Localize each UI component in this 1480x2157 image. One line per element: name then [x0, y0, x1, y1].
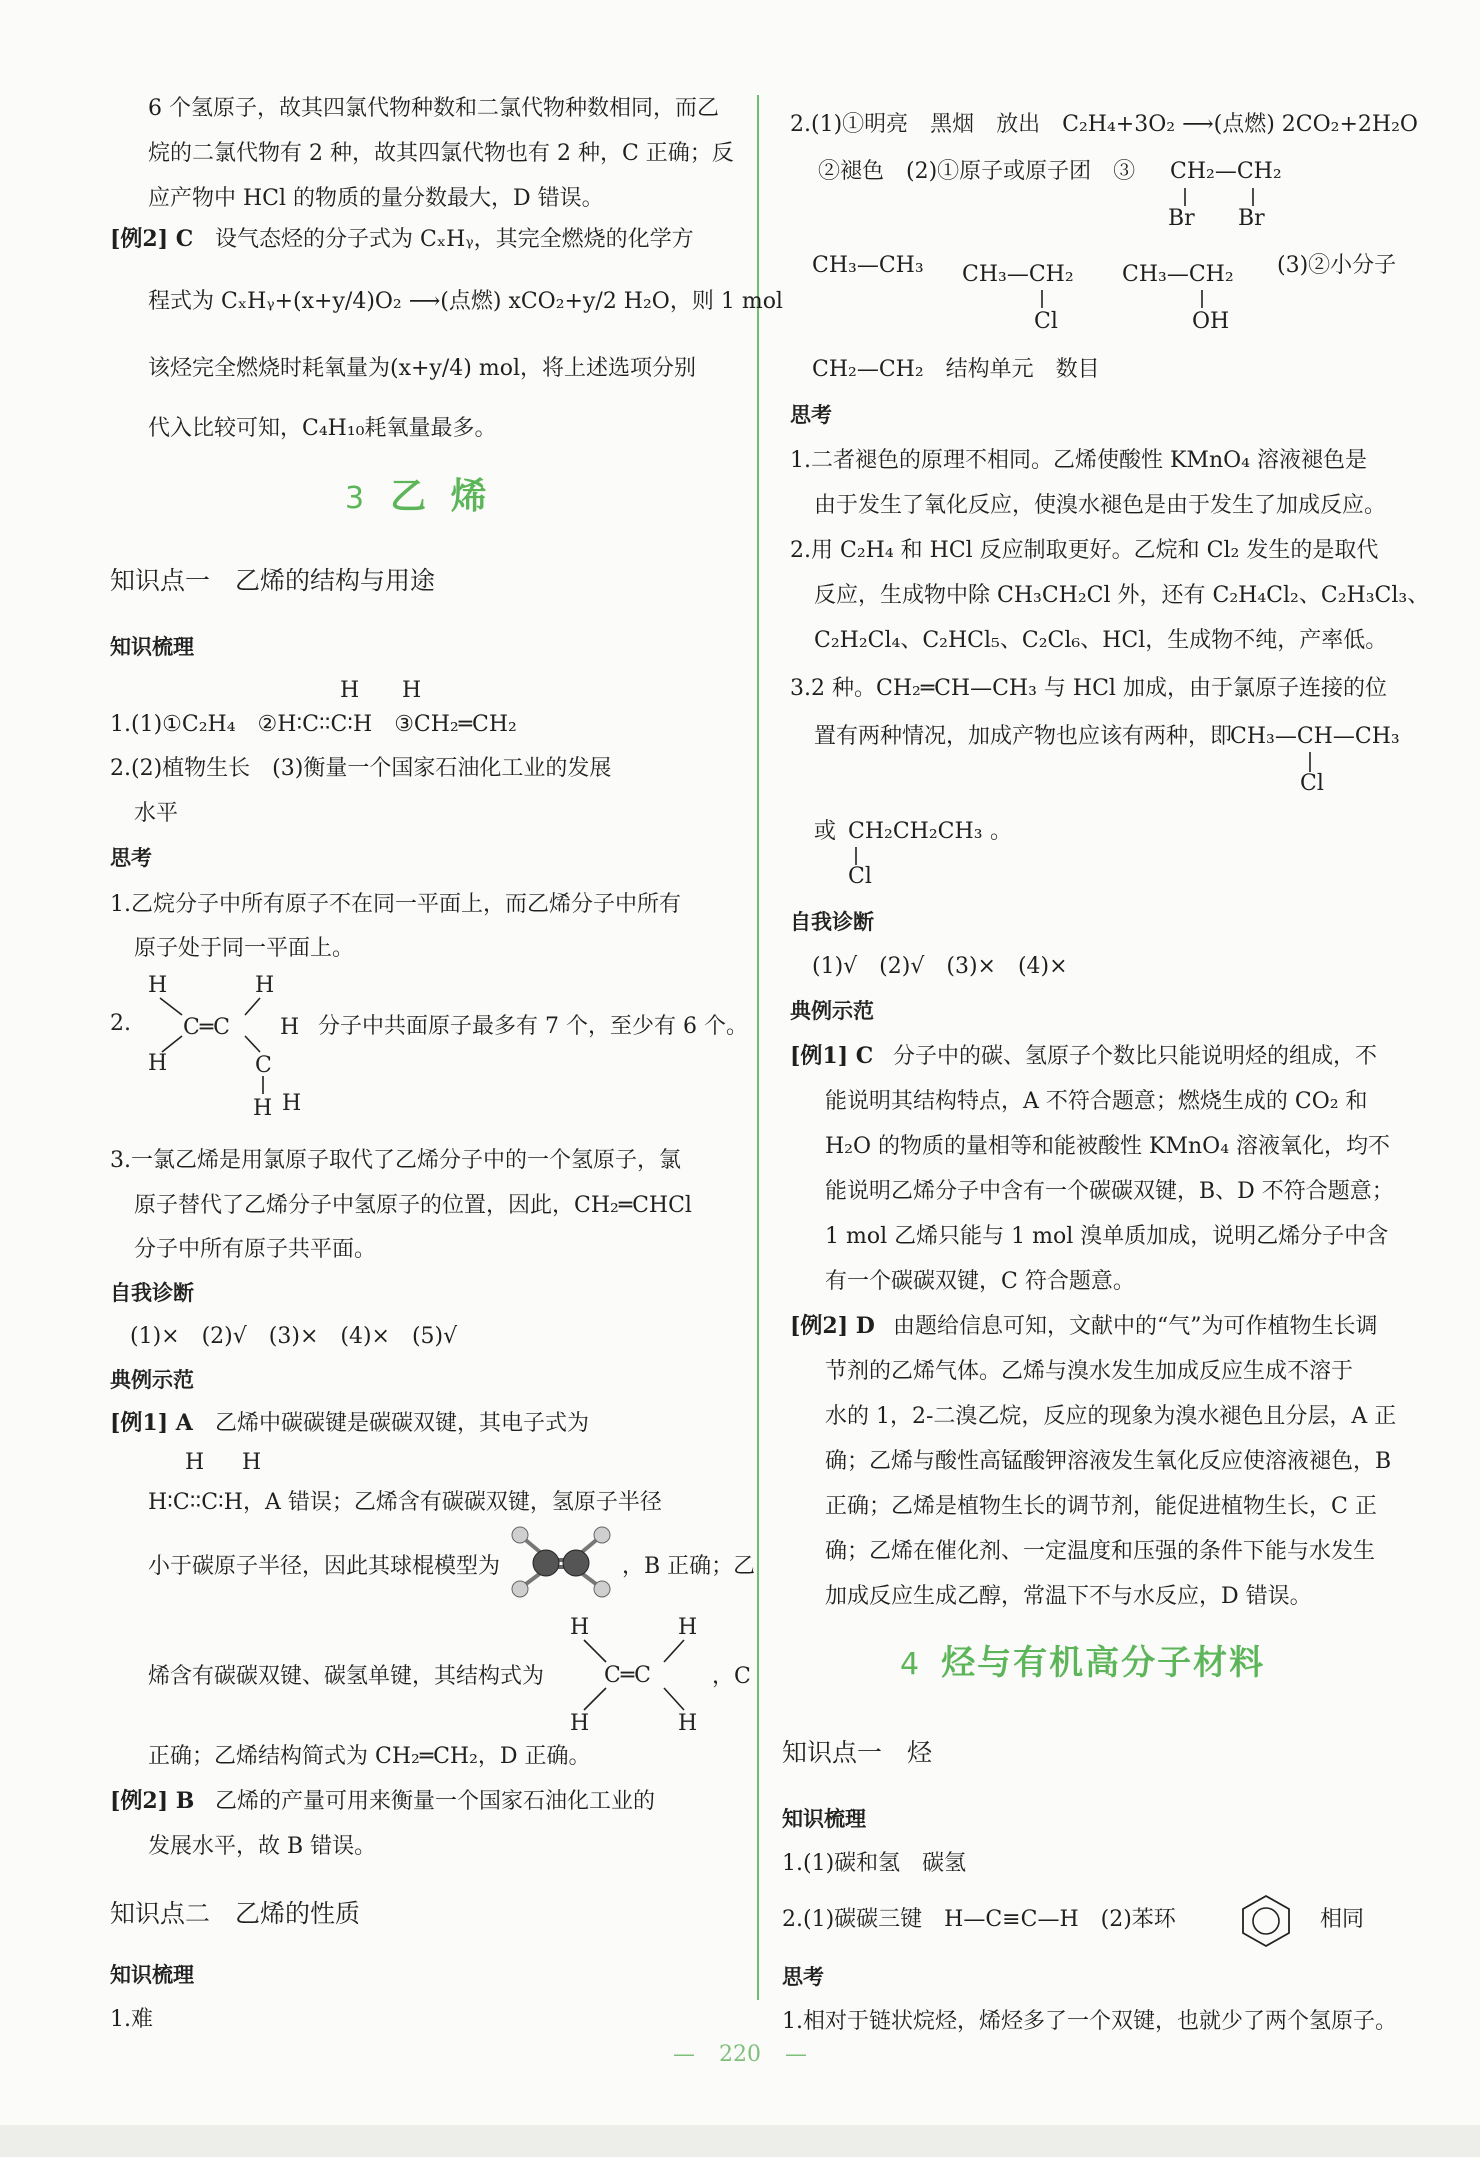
subheading: 自我诊断 — [110, 1281, 194, 1305]
svg-text:H: H — [402, 678, 422, 703]
formula-bonds — [962, 290, 1082, 310]
substituent: Br — [1238, 206, 1265, 231]
formula: CH₃—CH₃ — [812, 253, 924, 278]
text-line: 能说明乙烯分子中含有一个碳碳双键，B、D 不符合题意； — [825, 1179, 1394, 1204]
svg-text:H: H — [340, 678, 360, 703]
svg-text:H: H — [570, 1711, 590, 1736]
substituent: Cl — [1300, 771, 1324, 796]
text-line: 设气态烃的分子式为 CₓHᵧ，其完全燃烧的化学方 — [215, 227, 694, 252]
text-line: 原子处于同一平面上。 — [134, 936, 355, 961]
electron-formula-top-h — [180, 1447, 300, 1477]
text-line: 1 mol 乙烯只能与 1 mol 溴单质加成，说明乙烯分子中含 — [825, 1224, 1389, 1249]
text-line: 2.用 C₂H₄ 和 HCl 反应制取更好。乙烷和 Cl₂ 发生的是取代 — [790, 538, 1379, 563]
text-line: 加成反应生成乙醇，常温下不与水反应，D 错误。 — [825, 1584, 1312, 1609]
text-line: 小于碳原子半径，因此其球棍模型为 — [148, 1554, 501, 1579]
substituent: OH — [1192, 309, 1230, 334]
text-line: 乙烯中碳碳键是碳碳双键，其电子式为 — [215, 1411, 590, 1436]
page-number: — 220 — — [673, 2042, 807, 2067]
text-line: 节剂的乙烯气体。乙烯与溴水发生加成反应生成不溶于 — [825, 1359, 1354, 1384]
section-heading — [345, 470, 493, 524]
text-line: H₂O 的物质的量相等和能被酸性 KMnO₄ 溶液氧化，均不 — [825, 1134, 1391, 1159]
answer-line: 水平 — [134, 801, 179, 826]
text-line: 该烃完全燃烧时耗氧量为(x+y/4) mol，将上述选项分别 — [148, 356, 696, 381]
text-line: 6 个氢原子，故其四氯代物种数和二氯代物种数相同，而乙 — [148, 96, 719, 121]
text-line: 1.相对于链状烷烃，烯烃多了一个双键，也就少了两个氢原子。 — [782, 2009, 1397, 2034]
section-number: 4 — [900, 1647, 922, 1682]
answer-line: 相同 — [1320, 1907, 1365, 1932]
text-line: 置有两种情况，加成产物也应该有两种，即 — [814, 724, 1233, 749]
text-line: H∶C∶∶C∶H，A 错误；乙烯含有碳碳双键，氢原子半径 — [148, 1490, 662, 1515]
answer-line: CH₂—CH₂ 结构单元 数目 — [812, 357, 1100, 382]
text-line: 正确；乙烯结构简式为 CH₂═CH₂，D 正确。 — [148, 1744, 591, 1769]
formula: CH₃—CH—CH₃ — [1230, 724, 1400, 749]
text-line: 代入比较可知，C₄H₁₀耗氧量最多。 — [148, 416, 497, 441]
answer-line: (3)②小分子 — [1277, 253, 1397, 278]
column-divider — [757, 95, 759, 2000]
text-line: 由于发生了氧化反应，使溴水褪色是由于发生了加成反应。 — [814, 493, 1387, 518]
subheading: 思考 — [790, 403, 832, 427]
svg-text:H: H — [280, 1015, 300, 1040]
text-line: 3.2 种。CH₂═CH—CH₃ 与 HCl 加成，由于氯原子连接的位 — [790, 676, 1387, 701]
page-edge — [0, 2125, 1480, 2157]
text-line: 正确；乙烯是植物生长的调节剂，能促进植物生长，C 正 — [825, 1494, 1377, 1519]
ethylene-structural-formula — [560, 1612, 710, 1742]
svg-text:H: H — [148, 1051, 168, 1076]
svg-text:H: H — [148, 973, 168, 998]
text-line: 应产物中 HCl 的物质的量分数最大，D 错误。 — [148, 186, 604, 211]
answer-line: 1.(1)碳和氢 碳氢 — [782, 1851, 967, 1876]
svg-text:H: H — [282, 1091, 302, 1116]
text-line: 确；乙烯与酸性高锰酸钾溶液发生氧化反应使溶液褪色，B — [825, 1449, 1392, 1474]
substituent: Br — [1168, 206, 1195, 231]
benzene-ring-icon — [1238, 1893, 1294, 1949]
subheading: 典例示范 — [790, 999, 874, 1023]
equation-line: 程式为 CₓHᵧ+(x+y/4)O₂ ⟶(点燃) xCO₂+y/2 H₂O，则 1 mol — [148, 289, 783, 314]
text-line: 水的 1，2-二溴乙烷，反应的现象为溴水褪色且分层，A 正 — [825, 1404, 1397, 1429]
svg-text:C: C — [255, 1053, 272, 1078]
text-line: 原子替代了乙烯分子中氢原子的位置，因此，CH₂═CHCl — [134, 1193, 692, 1218]
knowledge-point-title: 知识点二 乙烯的性质 — [110, 1899, 361, 1928]
example-tag: [例2] D — [790, 1313, 875, 1339]
svg-text:H: H — [678, 1711, 698, 1736]
text-line: 。 — [990, 819, 1013, 844]
subheading: 典例示范 — [110, 1368, 194, 1392]
example-tag: [例2] C — [110, 226, 194, 252]
text-line: 1.乙烷分子中所有原子不在同一平面上，而乙烯分子中所有 — [110, 892, 681, 917]
electron-formula-top-h — [330, 675, 450, 705]
section-title: 烃与有机高分子材料 — [941, 1643, 1266, 1683]
section-title: 乙 烯 — [390, 476, 493, 517]
text-line: ，B 正确；乙 — [622, 1554, 756, 1579]
subheading: 思考 — [110, 846, 152, 870]
knowledge-point-title: 知识点一 乙烯的结构与用途 — [110, 566, 436, 595]
propene-structure-diagram — [110, 970, 320, 1130]
ball-and-stick-model — [508, 1525, 618, 1605]
example-tag: [例1] A — [110, 1410, 193, 1436]
text-line: 或 — [814, 819, 837, 844]
subheading: 知识梳理 — [782, 1807, 866, 1831]
answer-line: ②褪色 (2)①原子或原子团 ③ — [818, 159, 1136, 184]
example-tag: [例1] C — [790, 1043, 874, 1069]
svg-text:H: H — [570, 1615, 590, 1640]
text-line: 发展水平，故 B 错误。 — [148, 1834, 377, 1859]
answer-line: 1.难 — [110, 2007, 153, 2032]
substituent: Cl — [1034, 309, 1058, 334]
formula: CH₂CH₂CH₃ — [848, 819, 983, 844]
text-line: ，C — [712, 1664, 751, 1689]
subheading: 思考 — [782, 1965, 824, 1989]
text-line: 烯含有碳碳双键、碳氢单键，其结构式为 — [148, 1664, 545, 1689]
text-line: 1.二者褪色的原理不相同。乙烯使酸性 KMnO₄ 溶液褪色是 — [790, 448, 1367, 473]
text-line: 分子中的碳、氢原子个数比只能说明烃的组成，不 — [893, 1044, 1378, 1069]
text-line: 分子中所有原子共平面。 — [134, 1237, 377, 1262]
diagnosis-answers: (1)√ (2)√ (3)× (4)× — [812, 954, 1068, 979]
svg-text:H: H — [185, 1450, 205, 1475]
text-line: 反应，生成物中除 CH₃CH₂Cl 外，还有 C₂H₄Cl₂、C₂H₃Cl₃、 — [814, 583, 1430, 608]
text-line: C₂H₂Cl₄、C₂HCl₅、C₂Cl₆、HCl，生成物不纯，产率低。 — [814, 628, 1388, 653]
svg-text:H: H — [253, 1096, 273, 1121]
text-line: 有一个碳碳双键，C 符合题意。 — [825, 1269, 1135, 1294]
formula: CH₂—CH₂ — [1170, 159, 1282, 184]
text-line: 乙烯的产量可用来衡量一个国家石油化工业的 — [215, 1789, 656, 1814]
answer-line: 1.(1)①C₂H₄ ②H∶C∶∶C∶H ③CH₂═CH₂ — [110, 712, 517, 737]
subheading: 知识梳理 — [110, 635, 194, 659]
answer-line: 2.(2)植物生长 (3)衡量一个国家石油化工业的发展 — [110, 756, 612, 781]
text-line: 由题给信息可知，文献中的“气”为可作植物生长调 — [893, 1314, 1378, 1339]
svg-text:H: H — [678, 1615, 698, 1640]
text-line: 能说明其结构特点，A 不符合题意；燃烧生成的 CO₂ 和 — [825, 1089, 1368, 1114]
section-heading — [900, 1638, 1265, 1689]
text-line: 分子中共面原子最多有 7 个，至少有 6 个。 — [318, 1014, 748, 1039]
subheading: 自我诊断 — [790, 910, 874, 934]
diagnosis-answers: (1)× (2)√ (3)× (4)× (5)√ — [130, 1324, 458, 1349]
knowledge-point-title: 知识点一 烃 — [782, 1738, 933, 1767]
formula: CH₃—CH₂ — [1122, 262, 1234, 287]
substituent: Cl — [848, 864, 872, 889]
svg-text:2.: 2. — [110, 1011, 131, 1036]
answer-line: 2.(1)碳碳三键 H—C≡C—H (2)苯环 — [782, 1907, 1176, 1932]
subheading: 知识梳理 — [110, 1963, 194, 1987]
svg-text:C═C: C═C — [183, 1015, 230, 1040]
svg-text:H: H — [255, 973, 275, 998]
svg-text:H: H — [242, 1450, 262, 1475]
formula: CH₃—CH₂ — [962, 262, 1074, 287]
answer-line: 2.(1)①明亮 黑烟 放出 C₂H₄+3O₂ ⟶(点燃) 2CO₂+2H₂O — [790, 112, 1418, 137]
page-number-value: 220 — [719, 2042, 761, 2067]
svg-text:C═C: C═C — [604, 1663, 651, 1688]
text-line: 确；乙烯在催化剂、一定温度和压强的条件下能与水发生 — [825, 1539, 1376, 1564]
section-number: 3 — [345, 481, 371, 516]
example-tag: [例2] B — [110, 1788, 195, 1814]
text-line: 烷的二氯代物有 2 种，故其四氯代物也有 2 种，C 正确；反 — [148, 141, 734, 166]
text-line: 3.一氯乙烯是用氯原子取代了乙烯分子中的一个氢原子，氯 — [110, 1148, 681, 1173]
